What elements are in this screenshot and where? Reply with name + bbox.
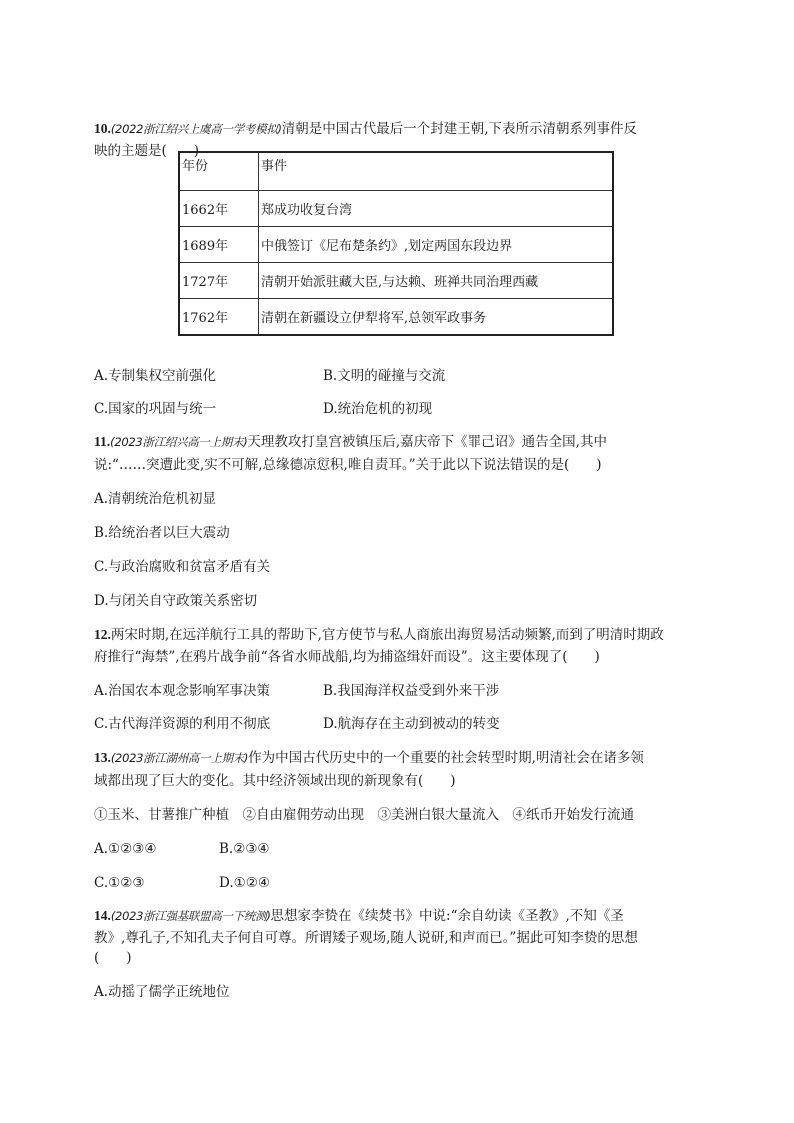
q14-number: 14.: [94, 908, 111, 923]
table-cell-year: 1689年: [179, 227, 259, 263]
q13-option-c[interactable]: C.①②③: [94, 875, 145, 891]
q10-option-c[interactable]: C.国家的巩固与统一: [94, 401, 217, 417]
q14-option-a[interactable]: A.动摇了儒学正统地位: [94, 984, 230, 1000]
table-row: [179, 263, 613, 299]
q11-option-b[interactable]: B.给统治者以巨大震动: [94, 525, 230, 541]
q12-stem-text1: 两宋时期,在远洋航行工具的帮助下,官方使节与私人商旅出海贸易活动频繁,而到了明清时期政: [110, 627, 664, 643]
q10-option-a[interactable]: A.专制集权空前强化: [94, 368, 217, 384]
q12-option-a[interactable]: A.治国农本观念影响军事决策: [94, 683, 271, 699]
q11-stem-text1: 天理教攻打皇宫被镇压后,嘉庆帝下《罪己诏》通告全国,其中: [247, 434, 607, 450]
q11-option-c[interactable]: C.与政治腐败和贫富矛盾有关: [94, 559, 271, 575]
q10-option-d[interactable]: D.统治危机的初现: [323, 401, 433, 417]
q10-source: (2022浙江绍兴上虞高一学考模拟): [110, 122, 282, 136]
q13-source: (2023浙江湖州高一上期末): [110, 751, 249, 765]
q12-option-d[interactable]: D.航海存在主动到被动的转变: [323, 716, 500, 732]
q10-stem-line2: 映的主题是( ): [94, 143, 200, 159]
table-row: [179, 299, 613, 336]
q11-stem-line1: [94, 432, 607, 452]
table-cell-year: 1727年: [179, 263, 259, 299]
q13-stem-text1: 作为中国古代历史中的一个重要的社会转型时期,明清社会在诸多领: [248, 750, 644, 766]
q10-stem-line1: [94, 119, 637, 139]
table-cell-event: 清朝开始派驻藏大臣,与达赖、班禅共同治理西藏: [259, 263, 614, 299]
q11-option-d[interactable]: D.与闭关自守政策关系密切: [94, 593, 258, 609]
table-row: [179, 191, 613, 227]
q14-stem-line3: ( ): [94, 950, 132, 966]
q14-source: (2023浙江强基联盟高一下统测): [110, 909, 271, 923]
q13-option-d[interactable]: D.①②④: [219, 875, 270, 891]
q10-events-table: [178, 151, 614, 336]
q13-items: ①玉米、甘薯推广种植 ②自由雇佣劳动出现 ③美洲白银大量流入 ④纸币开始发行流通: [94, 807, 634, 823]
q10-number: 10.: [94, 121, 111, 136]
q12-number: 12.: [94, 627, 111, 642]
q11-option-a[interactable]: A.清朝统治危机初显: [94, 491, 217, 507]
q12-option-b[interactable]: B.我国海洋权益受到外来干涉: [323, 683, 500, 699]
q13-stem-line1: [94, 748, 644, 768]
q10-stem-text1: 清朝是中国古代最后一个封建王朝,下表所示清朝系列事件反: [281, 121, 638, 137]
table-header-event: 事件: [259, 152, 614, 191]
q13-stem-line2: 域都出现了巨大的变化。其中经济领域出现的新现象有( ): [94, 773, 456, 789]
q13-option-a[interactable]: A.①②③④: [94, 841, 157, 857]
q12-stem-line2: 府推行“海禁”,在鸦片战争前“各省水师战船,均为捕盗缉奸而设”。这主要体现了( ): [94, 649, 600, 665]
q14-stem-line1: [94, 906, 624, 926]
q10-option-b[interactable]: B.文明的碰撞与交流: [323, 368, 446, 384]
q14-stem-text1: 思想家李贽在《续焚书》中说:“余自幼读《圣教》,不知《圣: [270, 908, 624, 924]
q12-option-c[interactable]: C.古代海洋资源的利用不彻底: [94, 716, 271, 732]
table-cell-year: 1762年: [179, 299, 259, 336]
table-header-year: 年份: [179, 152, 259, 191]
q11-number: 11.: [94, 434, 111, 449]
table-cell-year: 1662年: [179, 191, 259, 227]
q11-stem-line2: 说:“……突遭此变,实不可解,总缘德凉愆积,唯自责耳。”关于此以下说法错误的是( ): [94, 457, 602, 473]
q14-stem-line2: 教》,尊孔子,不知孔夫子何自可尊。所谓矮子观场,随人说研,和声而已。”据此可知李贽的思想: [94, 930, 638, 946]
q11-source: (2023浙江绍兴高一上期末): [110, 435, 248, 449]
q13-number: 13.: [94, 750, 111, 765]
q13-option-b[interactable]: B.②③④: [219, 841, 270, 857]
q12-stem-line1: [94, 625, 664, 645]
table-header-row: [179, 152, 613, 191]
table-row: [179, 227, 613, 263]
table-cell-event: 郑成功收复台湾: [259, 191, 614, 227]
table-cell-event: 清朝在新疆设立伊犁将军,总领军政事务: [259, 299, 614, 336]
table-cell-event: 中俄签订《尼布楚条约》,划定两国东段边界: [259, 227, 614, 263]
